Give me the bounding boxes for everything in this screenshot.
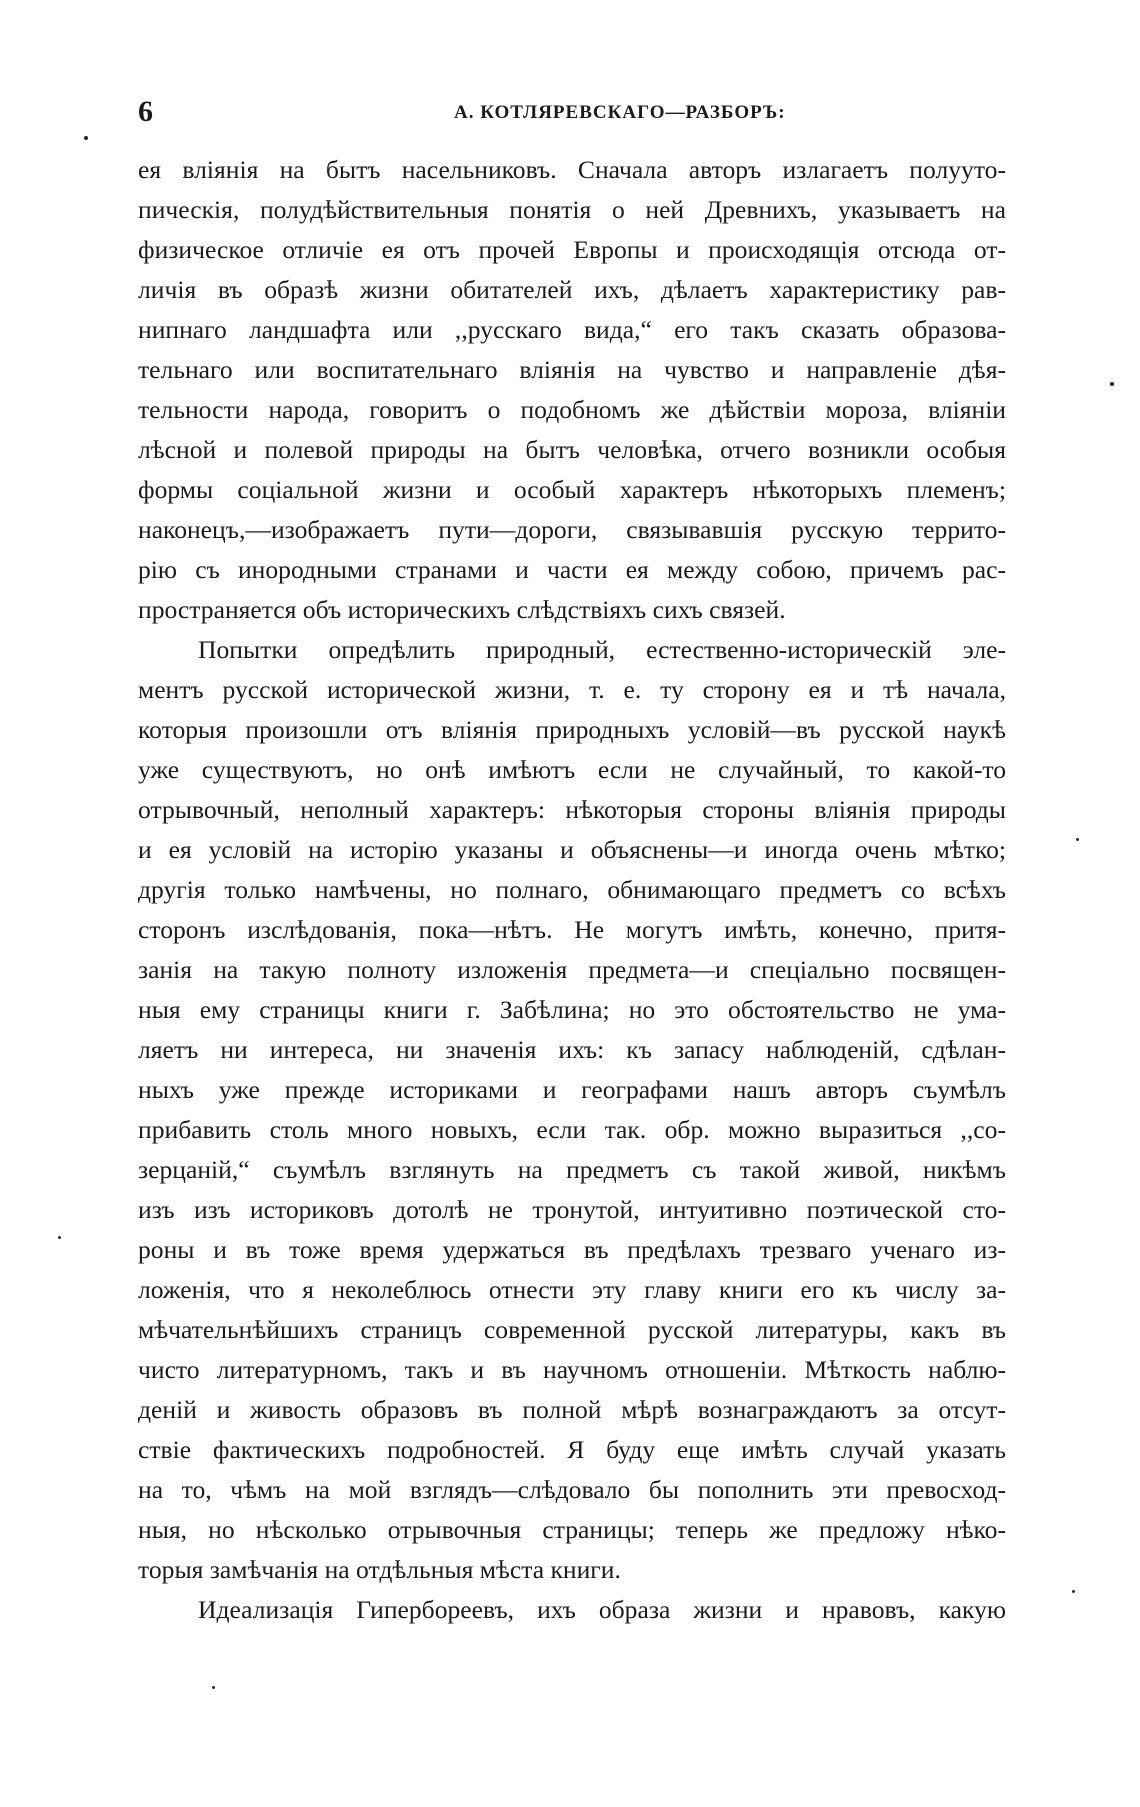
text-line: ея влiянiя на бытъ насельниковъ. Сначала авторъ излагаетъ полууто- (138, 155, 1006, 184)
paragraph-first-line: Идеализацiя Гипербореевъ, ихъ образа жизни и нравовъ, какую (198, 1595, 1006, 1624)
text-line: тельнаго или воспитательнаго влiянiя на чувство и направленiе дѣя- (138, 355, 1006, 384)
paragraph-last-line: торыя замѣчанiя на отдѣльныя мѣста книги. (138, 1555, 621, 1584)
paragraph-last-line: пространяется объ историческихъ слѣдствiяхъ сихъ связей. (138, 595, 786, 624)
text-line: ментъ русской исторической жизни, т. е. ту сторону ея и тѣ начала, (138, 675, 1006, 704)
text-line: зерцанiй,“ съумѣлъ взглянуть на предметъ съ такой живой, никѣмъ (138, 1155, 1006, 1184)
text-line: нипнаго ландшафта или ,,русскаго вида,“ его такъ сказать образова- (138, 315, 1006, 344)
text-line: ныя ему страницы книги г. Забѣлина; но это обстоятельство не ума- (138, 995, 1006, 1024)
scan-speck (1072, 1590, 1075, 1593)
text-line: рiю съ инородными странами и части ея между собою, причемъ рас- (138, 555, 1006, 584)
text-line: денiй и живость образовъ въ полной мѣрѣ вознаграждаютъ за отсут- (138, 1395, 1006, 1424)
text-line: ныхъ уже прежде историками и географами нашъ авторъ съумѣлъ (138, 1075, 1006, 1104)
scan-speck (58, 1236, 61, 1239)
text-line: изъ изъ историковъ дотолѣ не тронутой, интуитивно поэтической сто- (138, 1195, 1006, 1224)
text-line: тельности народа, говоритъ о подобномъ же дѣйствiи мороза, влiянiи (138, 395, 1006, 424)
text-line: наконецъ,—изображаетъ пути—дороги, связывавшiя русскую террито- (138, 515, 1006, 544)
page-number: 6 (138, 95, 153, 128)
text-line: на то, чѣмъ на мой взглядъ—слѣдовало бы пополнить эти превосход- (138, 1475, 1006, 1504)
text-line: пическiя, полудѣйствительныя понятiя о ней Древнихъ, указываетъ на (138, 195, 1006, 224)
scan-speck (1076, 838, 1079, 841)
page-header (138, 92, 1000, 132)
text-line: прибавить столь много новыхъ, если так. обр. можно выразиться ,,со- (138, 1115, 1006, 1144)
text-line: физическое отличiе ея отъ прочей Европы и происходящiя отсюда от- (138, 235, 1006, 264)
text-line: отрывочный, неполный характеръ: нѣкоторыя стороны влiянiя природы (138, 795, 1006, 824)
text-line: формы соцiальной жизни и особый характеръ нѣкоторыхъ племенъ; (138, 475, 1006, 504)
paragraph-first-line: Попытки опредѣлить природный, естественно-историческiй эле- (198, 635, 1006, 664)
text-line: занiя на такую полноту изложенiя предмета—и спецiально посвящен- (138, 955, 1006, 984)
text-line: уже существуютъ, но онѣ имѣютъ если не случайный, то какой-то (138, 755, 1006, 784)
running-head: А. КОТЛЯРЕВСКАГО—РАЗБОРЪ: (454, 102, 786, 123)
text-line: и ея условiй на исторiю указаны и объяснены—и иногда очень мѣтко; (138, 835, 1006, 864)
text-line: сторонъ изслѣдованiя, пока—нѣтъ. Не могутъ имѣть, конечно, притя- (138, 915, 1006, 944)
text-line: ляетъ ни интереса, ни значенiя ихъ: къ запасу наблюденiй, сдѣлан- (138, 1035, 1006, 1064)
scan-speck (212, 1686, 215, 1689)
text-line: мѣчательнѣйшихъ страницъ современной русской литературы, какъ въ (138, 1315, 1006, 1344)
text-line: ложенiя, что я неколеблюсь отнести эту главу книги его къ числу за- (138, 1275, 1006, 1304)
text-line: лѣсной и полевой природы на бытъ человѣка, отчего возникли особыя (138, 435, 1006, 464)
body-text (138, 150, 1006, 1630)
text-line: ныя, но нѣсколько отрывочныя страницы; теперь же предложу нѣко- (138, 1515, 1006, 1544)
text-line: другiя только намѣчены, но полнаго, обнимающаго предметъ со всѣхъ (138, 875, 1006, 904)
scan-speck (84, 136, 88, 140)
text-line: роны и въ тоже время удержаться въ предѣлахъ трезваго ученаго из- (138, 1235, 1006, 1264)
text-line: которыя произошли отъ влiянiя природныхъ условiй—въ русской наукѣ (138, 715, 1006, 744)
scan-speck (1110, 382, 1114, 386)
text-line: чисто литературномъ, такъ и въ научномъ отношенiи. Мѣткость наблю- (138, 1355, 1006, 1384)
text-line: личiя въ образѣ жизни обитателей ихъ, дѣлаетъ характеристику рав- (138, 275, 1006, 304)
text-line: ствiе фактическихъ подробностей. Я буду еще имѣть случай указать (138, 1435, 1006, 1464)
